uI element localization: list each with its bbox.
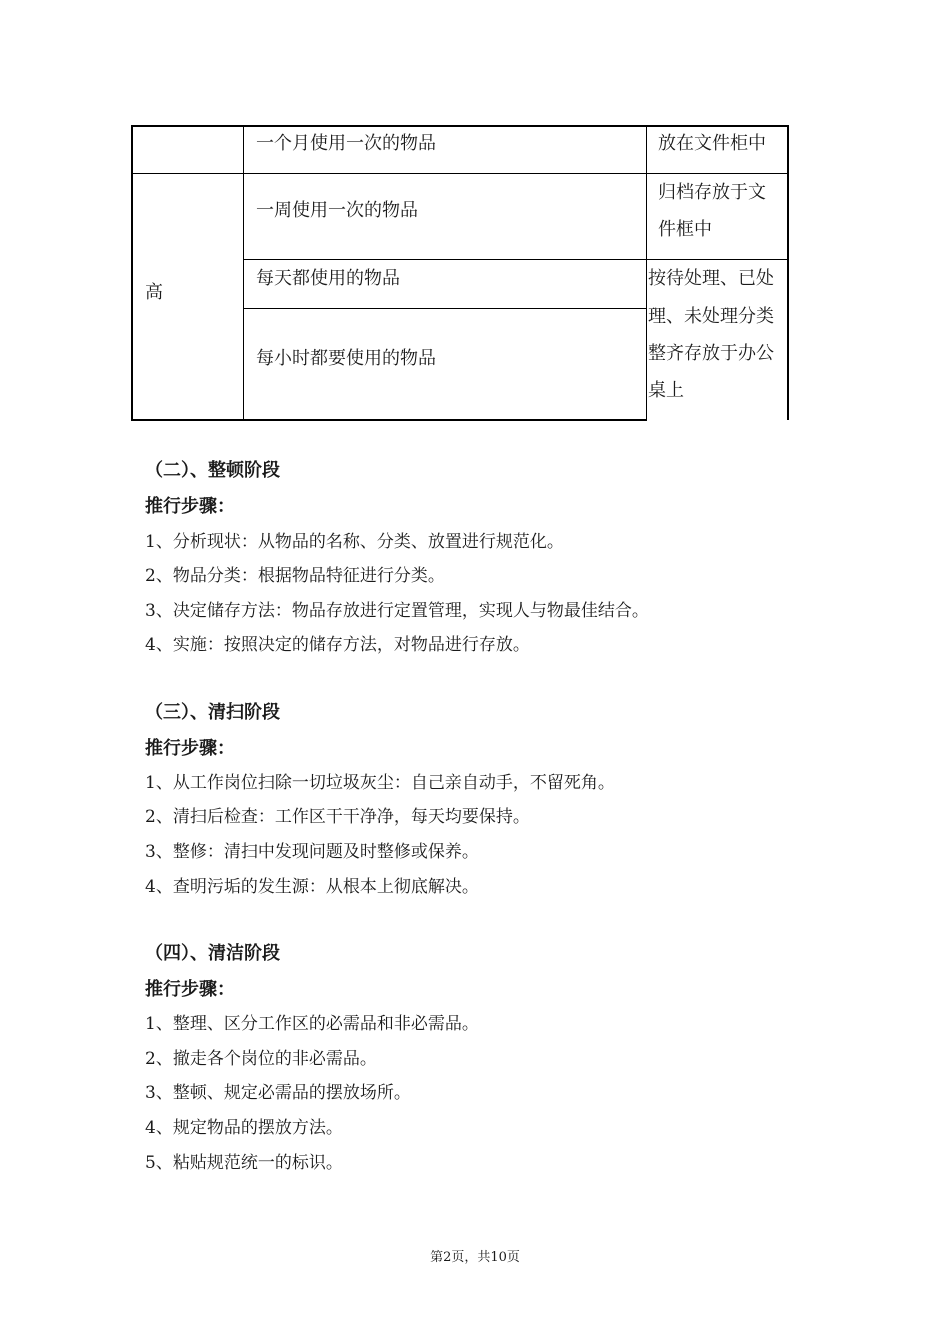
step-item: 5、粘贴规范统一的标识。 bbox=[145, 1153, 343, 1173]
step-item: 1、从工作岗位扫除一切垃圾灰尘：自己亲自动手，不留死角。 bbox=[145, 773, 615, 793]
table-cell-method-row2-line1: 归档存放于文 bbox=[658, 182, 766, 203]
step-item: 2、清扫后检查：工作区干干净净，每天均要保持。 bbox=[145, 807, 530, 827]
step-item: 3、整顿、规定必需品的摆放场所。 bbox=[145, 1083, 411, 1103]
section-subheading: 推行步骤： bbox=[145, 979, 235, 1000]
table-cell-merged-method-line1: 按待处理、已处 bbox=[648, 268, 774, 289]
section-subheading: 推行步骤： bbox=[145, 496, 235, 517]
table-cell-item-row4: 每小时都要使用的物品 bbox=[256, 348, 436, 369]
table-cell-freq-high: 高 bbox=[145, 282, 163, 303]
step-item: 4、实施：按照决定的储存方法，对物品进行存放。 bbox=[145, 635, 530, 655]
page-number-footer: 第2页，共10页 bbox=[430, 1250, 520, 1265]
step-item: 2、物品分类：根据物品特征进行分类。 bbox=[145, 566, 445, 586]
step-item: 3、决定储存方法：物品存放进行定置管理，实现人与物最佳结合。 bbox=[145, 601, 649, 621]
step-item: 1、分析现状：从物品的名称、分类、放置进行规范化。 bbox=[145, 532, 564, 552]
table-cell-method-row2-line2: 件框中 bbox=[658, 219, 712, 240]
table-cell-merged-method-line3: 整齐存放于办公 bbox=[648, 343, 774, 364]
table-cell-item-row2: 一周使用一次的物品 bbox=[256, 200, 418, 221]
table-cell-merged-method-line2: 理、未处理分类 bbox=[648, 306, 774, 327]
section-heading-qingsao: （三）、清扫阶段 bbox=[145, 702, 280, 723]
table-cell-item-row3: 每天都使用的物品 bbox=[256, 268, 400, 289]
table-cell-merged-method-line4: 桌上 bbox=[648, 380, 684, 401]
step-item: 3、整修：清扫中发现问题及时整修或保养。 bbox=[145, 842, 479, 862]
section-heading-zhengdun: （二）、整顿阶段 bbox=[145, 460, 280, 481]
step-item: 2、撤走各个岗位的非必需品。 bbox=[145, 1049, 377, 1069]
step-item: 4、规定物品的摆放方法。 bbox=[145, 1118, 343, 1138]
section-subheading: 推行步骤： bbox=[145, 738, 235, 759]
table-cell-item-row1: 一个月使用一次的物品 bbox=[256, 133, 436, 154]
step-item: 1、整理、区分工作区的必需品和非必需品。 bbox=[145, 1014, 479, 1034]
table-cell-method-row1: 放在文件柜中 bbox=[658, 133, 766, 154]
step-item: 4、查明污垢的发生源：从根本上彻底解决。 bbox=[145, 877, 479, 897]
section-heading-qingjie: （四）、清洁阶段 bbox=[145, 943, 280, 964]
